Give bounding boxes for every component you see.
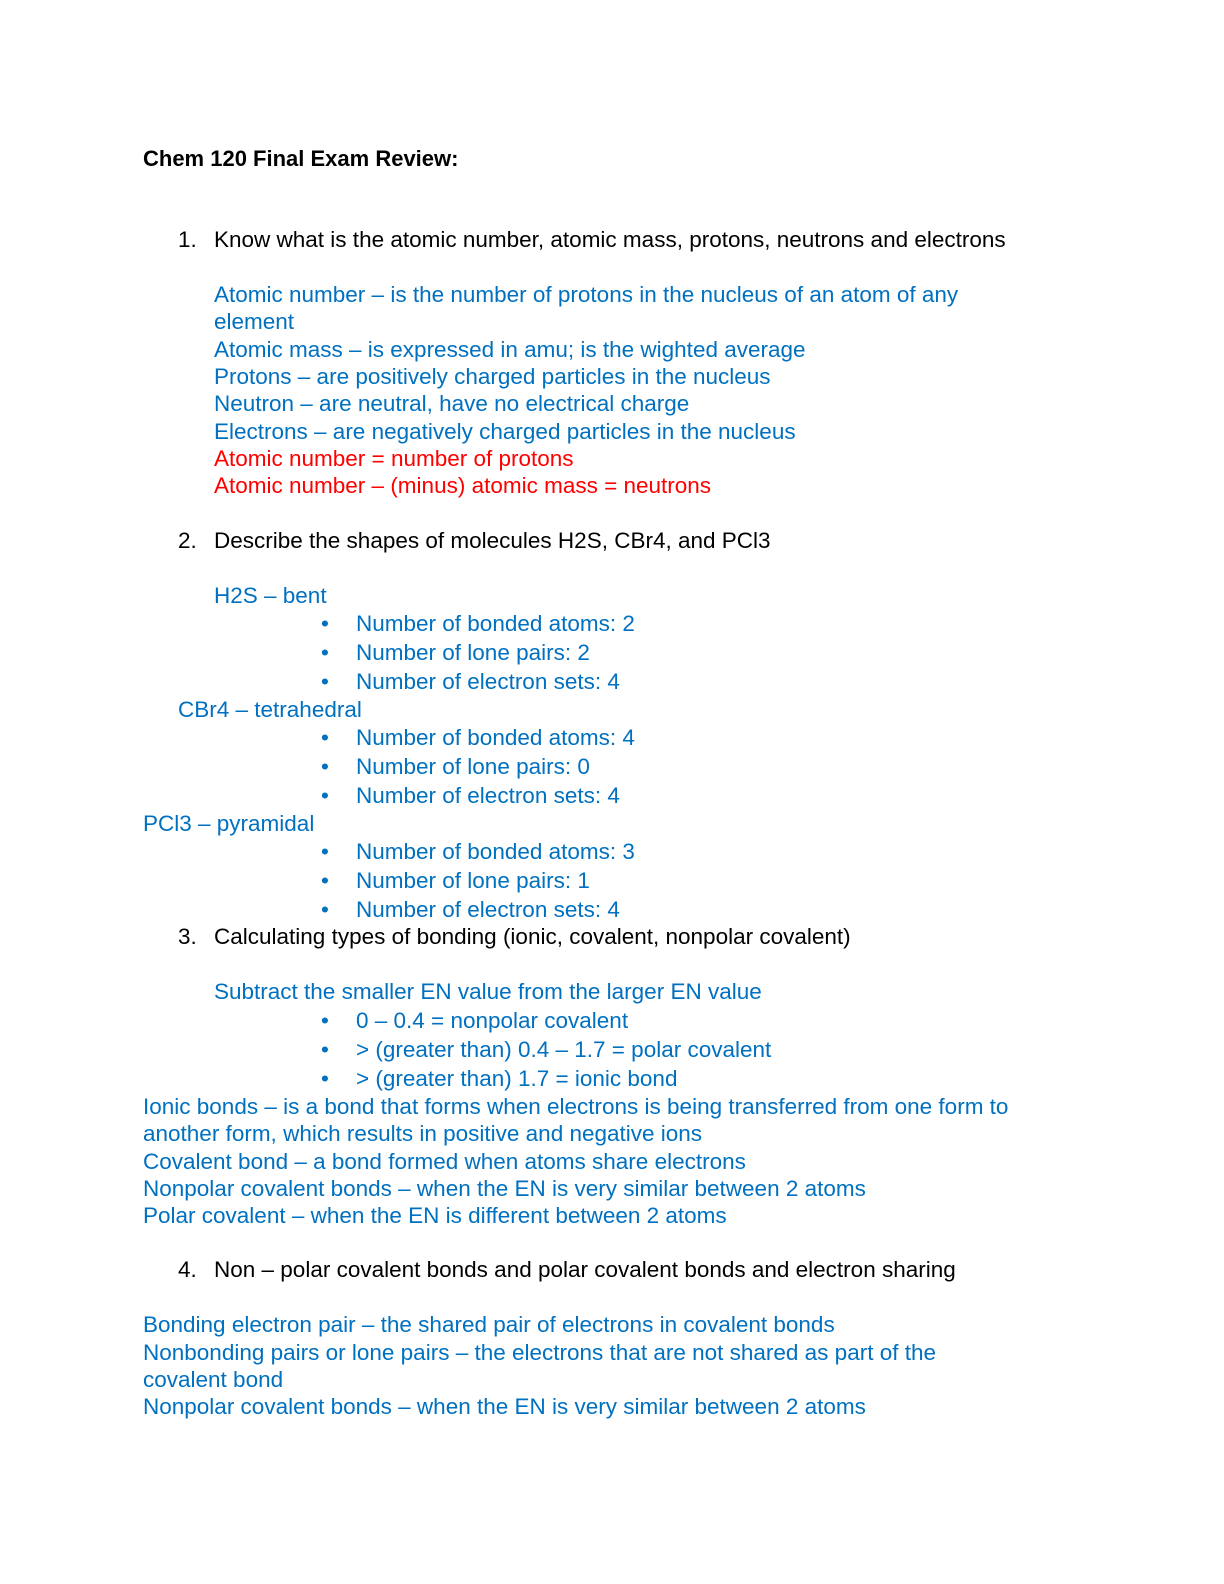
answer-line: Electrons – are negatively charged particles in the nucleus — [214, 419, 796, 444]
list-item: 0 – 0.4 = nonpolar covalent — [356, 1008, 629, 1033]
answer-line: element — [214, 309, 295, 334]
question-number: 2. — [178, 528, 197, 553]
bullet-icon: • — [321, 839, 329, 864]
answer-line: covalent bond — [143, 1367, 284, 1392]
answer-line: Ionic bonds – is a bond that forms when electrons is being transferred from one form to — [143, 1094, 1009, 1119]
answer-line: Neutron – are neutral, have no electrical charge — [214, 391, 690, 416]
molecule-heading: H2S – bent — [214, 583, 327, 608]
bullet-icon: • — [321, 754, 329, 779]
list-item: Number of bonded atoms: 4 — [356, 725, 635, 750]
answer-line: Nonpolar covalent bonds – when the EN is very similar between 2 atoms — [143, 1394, 866, 1419]
bullet-icon: • — [321, 868, 329, 893]
bullet-icon: • — [321, 783, 329, 808]
question-number: 3. — [178, 924, 197, 949]
question-text: Non – polar covalent bonds and polar covalent bonds and electron sharing — [214, 1257, 956, 1282]
question-number: 4. — [178, 1257, 197, 1282]
question-text: Know what is the atomic number, atomic mass, protons, neutrons and electrons — [214, 227, 1006, 252]
question-text: Calculating types of bonding (ionic, covalent, nonpolar covalent) — [214, 924, 851, 949]
bullet-icon: • — [321, 669, 329, 694]
answer-line: Protons – are positively charged particles in the nucleus — [214, 364, 771, 389]
answer-line: Nonpolar covalent bonds – when the EN is very similar between 2 atoms — [143, 1176, 866, 1201]
answer-line: another form, which results in positive and negative ions — [143, 1121, 703, 1146]
list-item: > (greater than) 1.7 = ionic bond — [356, 1066, 678, 1091]
list-item: Number of lone pairs: 0 — [356, 754, 590, 779]
answer-line: Covalent bond – a bond formed when atoms share electrons — [143, 1149, 746, 1174]
question-number: 1. — [178, 227, 197, 252]
list-item: > (greater than) 0.4 – 1.7 = polar covalent — [356, 1037, 772, 1062]
list-item: Number of electron sets: 4 — [356, 783, 620, 808]
molecule-heading: PCl3 – pyramidal — [143, 811, 315, 836]
bullet-icon: • — [321, 640, 329, 665]
list-item: Number of lone pairs: 1 — [356, 868, 590, 893]
answer-intro: Subtract the smaller EN value from the larger EN value — [214, 979, 762, 1004]
bullet-icon: • — [321, 1008, 329, 1033]
bullet-icon: • — [321, 1037, 329, 1062]
answer-line-highlight: Atomic number = number of protons — [214, 446, 574, 471]
answer-line: Atomic number – is the number of protons in the nucleus of an atom of any — [214, 282, 959, 307]
molecule-heading: CBr4 – tetrahedral — [178, 697, 362, 722]
list-item: Number of electron sets: 4 — [356, 897, 620, 922]
answer-line-highlight: Atomic number – (minus) atomic mass = neutrons — [214, 473, 712, 498]
list-item: Number of electron sets: 4 — [356, 669, 620, 694]
answer-line: Polar covalent – when the EN is different between 2 atoms — [143, 1203, 727, 1228]
bullet-icon: • — [321, 897, 329, 922]
bullet-icon: • — [321, 1066, 329, 1091]
answer-line: Bonding electron pair – the shared pair of electrons in covalent bonds — [143, 1312, 835, 1337]
question-text: Describe the shapes of molecules H2S, CBr4, and PCl3 — [214, 528, 771, 553]
list-item: Number of bonded atoms: 3 — [356, 839, 635, 864]
bullet-icon: • — [321, 725, 329, 750]
answer-line: Nonbonding pairs or lone pairs – the electrons that are not shared as part of the — [143, 1340, 936, 1365]
page-title: Chem 120 Final Exam Review: — [143, 146, 459, 171]
answer-line: Atomic mass – is expressed in amu; is the wighted average — [214, 337, 806, 362]
list-item: Number of lone pairs: 2 — [356, 640, 590, 665]
bullet-icon: • — [321, 611, 329, 636]
list-item: Number of bonded atoms: 2 — [356, 611, 635, 636]
